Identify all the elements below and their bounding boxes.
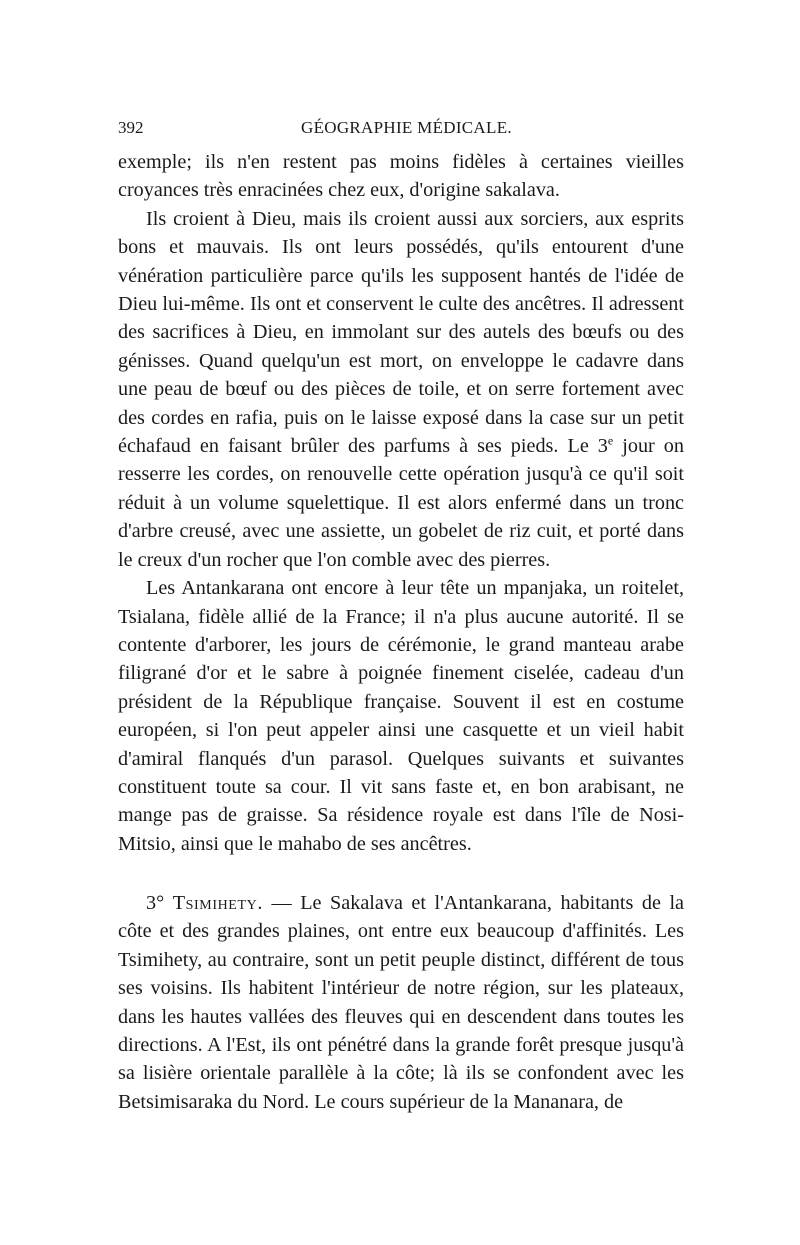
section-number: 3° (146, 892, 165, 914)
page-header (118, 118, 684, 142)
body-text (118, 148, 684, 858)
paragraph-beliefs-tail-after: jour on resserre les cordes, on renouvelle cette opération jusqu'à ce qu'il soit réduit à un volume squelettique. Il est alors enfermé dans un tronc d'arbre creusé, avec une assiette, un gobelet de riz cuit, et porté dans le creux d'un rocher que l'on comble avec des pierres. (118, 435, 684, 571)
paragraph-beliefs (118, 205, 684, 574)
ordinal-superscript: e (607, 433, 614, 448)
section-text: Le Sakalava et l'Antankarana, habitants de la côte et des grandes plaines, ont entre eux beaucoup d'affinités. Les Tsimihety, au contraire, sont un petit peuple distinct, différent de tous ses voisins. Ils habitent l'intérieur de notre région, sur les plateaux, dans les hautes vallées des fleuves qui en descendent dans toutes les directions. A l'Est, ils ont pénétré dans la grande forêt presque jusqu'à sa lisière orientale parallèle à la côte; là ils se confondent avec les Betsimisaraka du Nord. Le cours supérieur de la Mananara, de (118, 892, 685, 1113)
page-number: 392 (118, 118, 144, 137)
paragraph-continued: exemple; ils n'en restent pas moins fidèles à certaines vieilles croyances très enracinées chez eux, d'origine sakalava. (118, 151, 684, 202)
section-tsimihety (118, 889, 684, 1116)
section-dash: — (262, 892, 301, 914)
paragraph-antankarana: Les Antankarana ont encore à leur tête un mpanjaka, un roitelet, Tsialana, fidèle allié de la France; il n'a plus aucune autorité. Il se contente d'arborer, les jours de cérémonie, le grand manteau arabe filigrané d'or et le sabre à poignée finement ciselée, cadeau d'un président de la République française. Souvent il est en costume européen, si l'on peut appeler ainsi une casquette et un vieil habit d'amiral flanqués d'un parasol. Quelques suivants et suivantes constituent toute sa cour. Il vit sans faste et, en bon arabisant, ne mange pas de graisse. Sa résidence royale est dans l'île de Nosi-Mitsio, ainsi que le mahabo de ses ancêtres. (118, 577, 684, 855)
paragraph-beliefs-text: Ils croient à Dieu, mais ils croient aussi aux sorciers, aux esprits bons et mauvais. Ils ont leurs possédés, qu'ils entourent d'une vénération particulière parce qu'ils les supposent hantés de l'idée de Dieu lui-même. Ils ont et conservent le culte des ancêtres. Il adressent des sacrifices à Dieu, en immolant sur des autels des bœufs ou des génisses. Quand quelqu'un est mort, on enveloppe le cadavre dans une peau de bœuf ou des pièces de toile, et on serre fortement avec des cordes en rafia, puis on le laisse exposé dans la case sur un petit échafaud en faisant brûler des parfums à ses pieds. (118, 207, 684, 458)
section-heading: Tsimihety. (172, 892, 263, 914)
paragraph-beliefs-tail-before: Le 3 (558, 435, 608, 458)
running-title: GÉOGRAPHIE MÉDICALE. (301, 118, 512, 137)
section-paragraph (118, 889, 684, 1116)
